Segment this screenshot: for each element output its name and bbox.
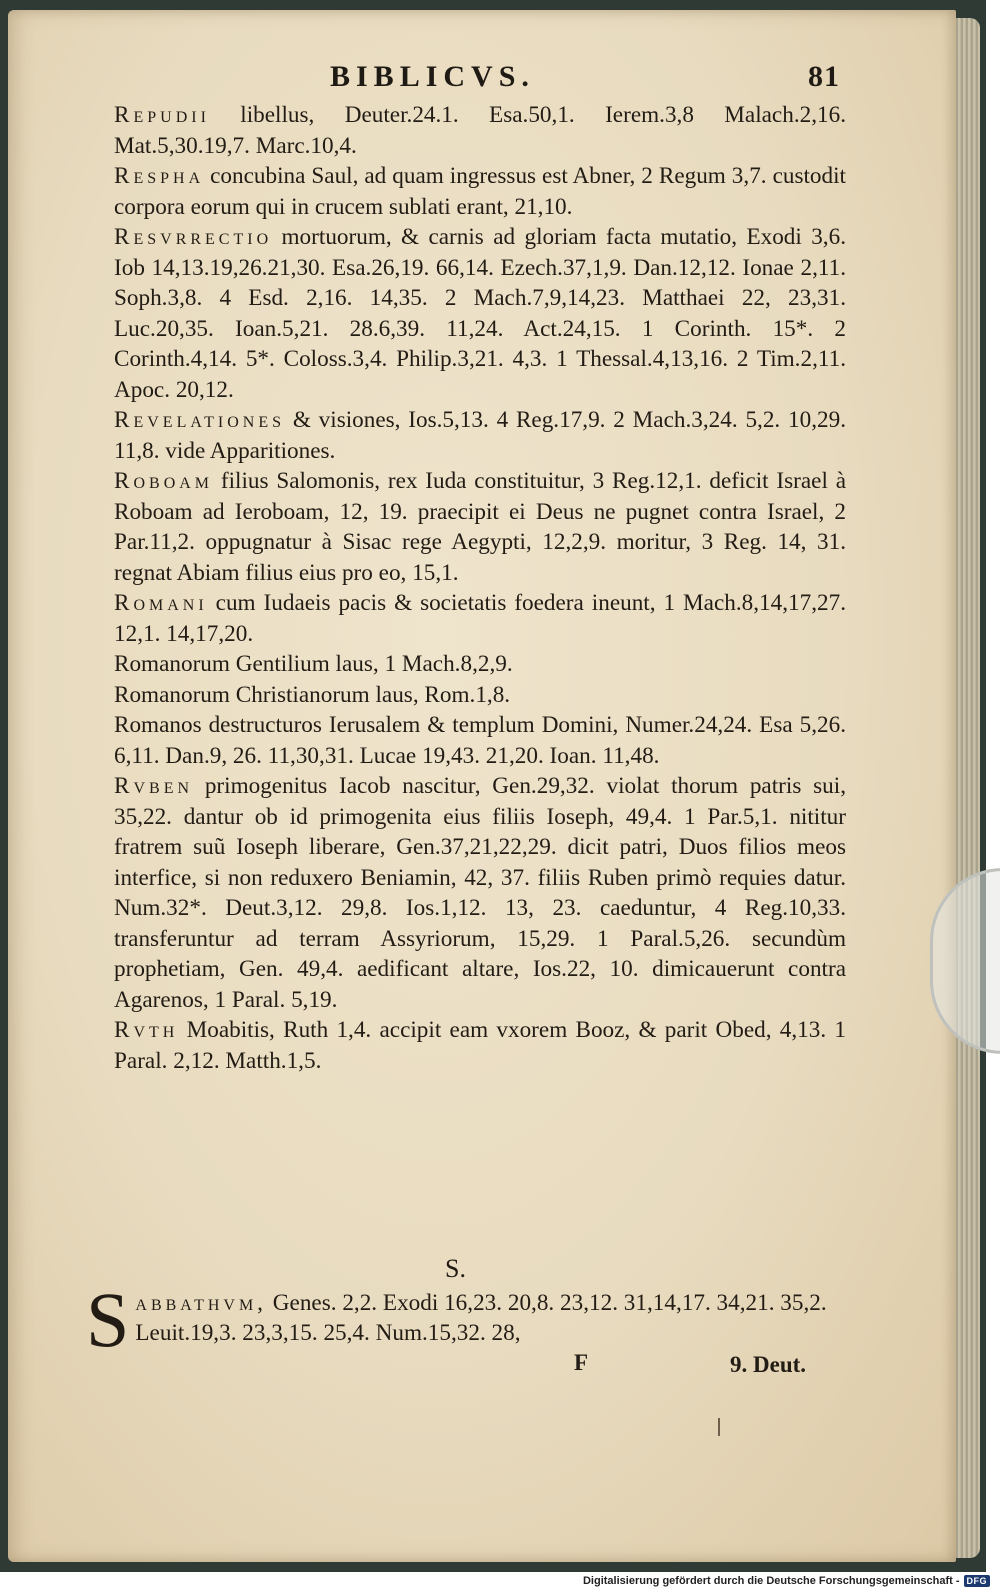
entry-text: Romanos destructuros Ierusalem & templum Domini, Numer.24,24. Esa 5,26. 6,11. Dan.9, 26. 11,30,31. Lucae 19,43. 21,20. Ioan. 11,48. <box>114 712 846 769</box>
index-entry <box>86 771 846 1015</box>
entry-headword: Repudii <box>114 102 210 128</box>
entry-text: filius Salomonis, rex Iuda constituitur, 3 Reg.12,1. deficit Israel à Roboam ad Ieroboam, 12, 19. praecipit ei Deus ne pugnet contra Israel, 2 Par.11,2. oppugnatur à Sisac rege Aegypti, 12,2,9. moritur, 3 Reg. 14, 31. regnat Abiam filius eius pro eo, 15,1. <box>114 468 846 586</box>
dfg-logo-icon: DFG <box>964 1575 991 1587</box>
index-entry <box>86 588 846 649</box>
drop-cap: S <box>86 1276 130 1363</box>
entry-headword: Revelationes <box>114 407 286 433</box>
entry-text: primogenitus Iacob nascitur, Gen.29,32. violat thorum patris sui, 35,22. dantur ob id primogenita eius filiis Ioseph, 49,4. 1 Par.5,1. nititur fratrem suũ Ioseph liberare, Gen.37,21,22,29. dicit patri, Duos filios meos interfice, si non reduxero Beniamin, 42, 37. filiis Ruben primò requies datur. Num.32*. Deut.3,12. 29,8. Ios.1,12. 13, 23. caeduntur, 4 Reg.10,33. transferuntur ad terram Assyriorum, 15,29. 1 Paral.5,26. secundùm prophetiam, Gen. 49,4. aedificant altare, Ios.22, 10. dimicauerunt contra Agarenos, 1 Paral. 5,19. <box>114 773 846 1013</box>
entry-text: Genes. 2,2. Exodi 16,23. 20,8. 23,12. 31,14,17. 34,21. 35,2. Leuit.19,3. 23,3,15. 25,4. Num.15,32. 28, <box>135 1290 827 1346</box>
index-entry <box>86 161 846 222</box>
index-entry <box>86 100 846 161</box>
entry-text: Romanorum Christianorum laus, Rom.1,8. <box>114 681 511 708</box>
index-entry <box>86 1015 846 1076</box>
entry-headword: Respha <box>114 163 205 189</box>
entry-headword: Resvrrectio <box>114 224 273 250</box>
index-entries <box>86 100 846 1076</box>
entry-headword: Roboam <box>114 468 214 494</box>
entry-headword: Rvben <box>114 773 194 799</box>
sabbath-entry <box>86 1276 846 1363</box>
index-entry <box>86 222 846 405</box>
entry-text: cum Iudaeis pacis & societatis foedera ineunt, 1 Mach.8,14,17,27. 12,1. 14,17,20. <box>114 590 846 647</box>
signature-mark: F <box>574 1350 589 1375</box>
index-entry <box>86 649 846 680</box>
index-entry <box>86 466 846 588</box>
digitization-footer <box>583 1573 990 1589</box>
page-header <box>330 60 840 100</box>
index-entry <box>86 405 846 466</box>
index-entry <box>86 680 846 711</box>
section-letter: S. <box>445 1254 466 1283</box>
index-entry <box>86 710 846 771</box>
stray-ink-mark <box>718 1418 720 1436</box>
entry-text: Moabitis, Ruth 1,4. accipit eam vxorem Booz, & parit Obed, 4,13. 1 Paral. 2,12. Matth.1,5. <box>114 1017 846 1074</box>
entry-headword: abbathvm, <box>135 1290 267 1316</box>
entry-text: Romanorum Gentilium laus, 1 Mach.8,2,9. <box>114 651 513 677</box>
entry-text: libellus, Deuter.24.1. Esa.50,1. Ierem.3,8 Malach.2,16. Mat.5,30.19,7. Marc.10,4. <box>114 102 846 159</box>
entry-headword: Rvth <box>114 1017 179 1043</box>
page-number: 81 <box>808 60 840 93</box>
entry-text: mortuorum, & carnis ad gloriam facta mutatio, Exodi 3,6. Iob 14,13.19,26.21,30. Esa.26,19. 66,14. Ezech.37,1,9. Dan.12,12. Ionae 2,11. Soph.3,8. 4 Esd. 2,16. 14,35. 2 Mach.7,9,14,23. Matthaei 22, 23,31. Luc.20,35. Ioan.5,21. 28.6,39. 11,24. Act.24,15. 1 Corinth. 15*. 2 Corinth.4,14. 5*. Coloss.3,4. Philip.3,21. 4,3. 1 Thessal.4,13,16. 2 Tim.2,11. Apoc. 20,12. <box>114 224 846 403</box>
entry-text: & visiones, Ios.5,13. 4 Reg.17,9. 2 Mach.3,24. 5,2. 10,29. 11,8. vide Apparitiones. <box>114 407 846 464</box>
entry-text: concubina Saul, ad quam ingressus est Abner, 2 Regum 3,7. custodit corpora eorum qui in crucem sublati erant, 21,10. <box>114 163 846 220</box>
footer-text: Digitalisierung gefördert durch die Deutsche Forschungsgemeinschaft - <box>582 1575 960 1587</box>
catchword: 9. Deut. <box>730 1352 807 1377</box>
entry-headword: Romani <box>114 590 208 616</box>
running-head: BIBLICVS. <box>330 60 535 93</box>
